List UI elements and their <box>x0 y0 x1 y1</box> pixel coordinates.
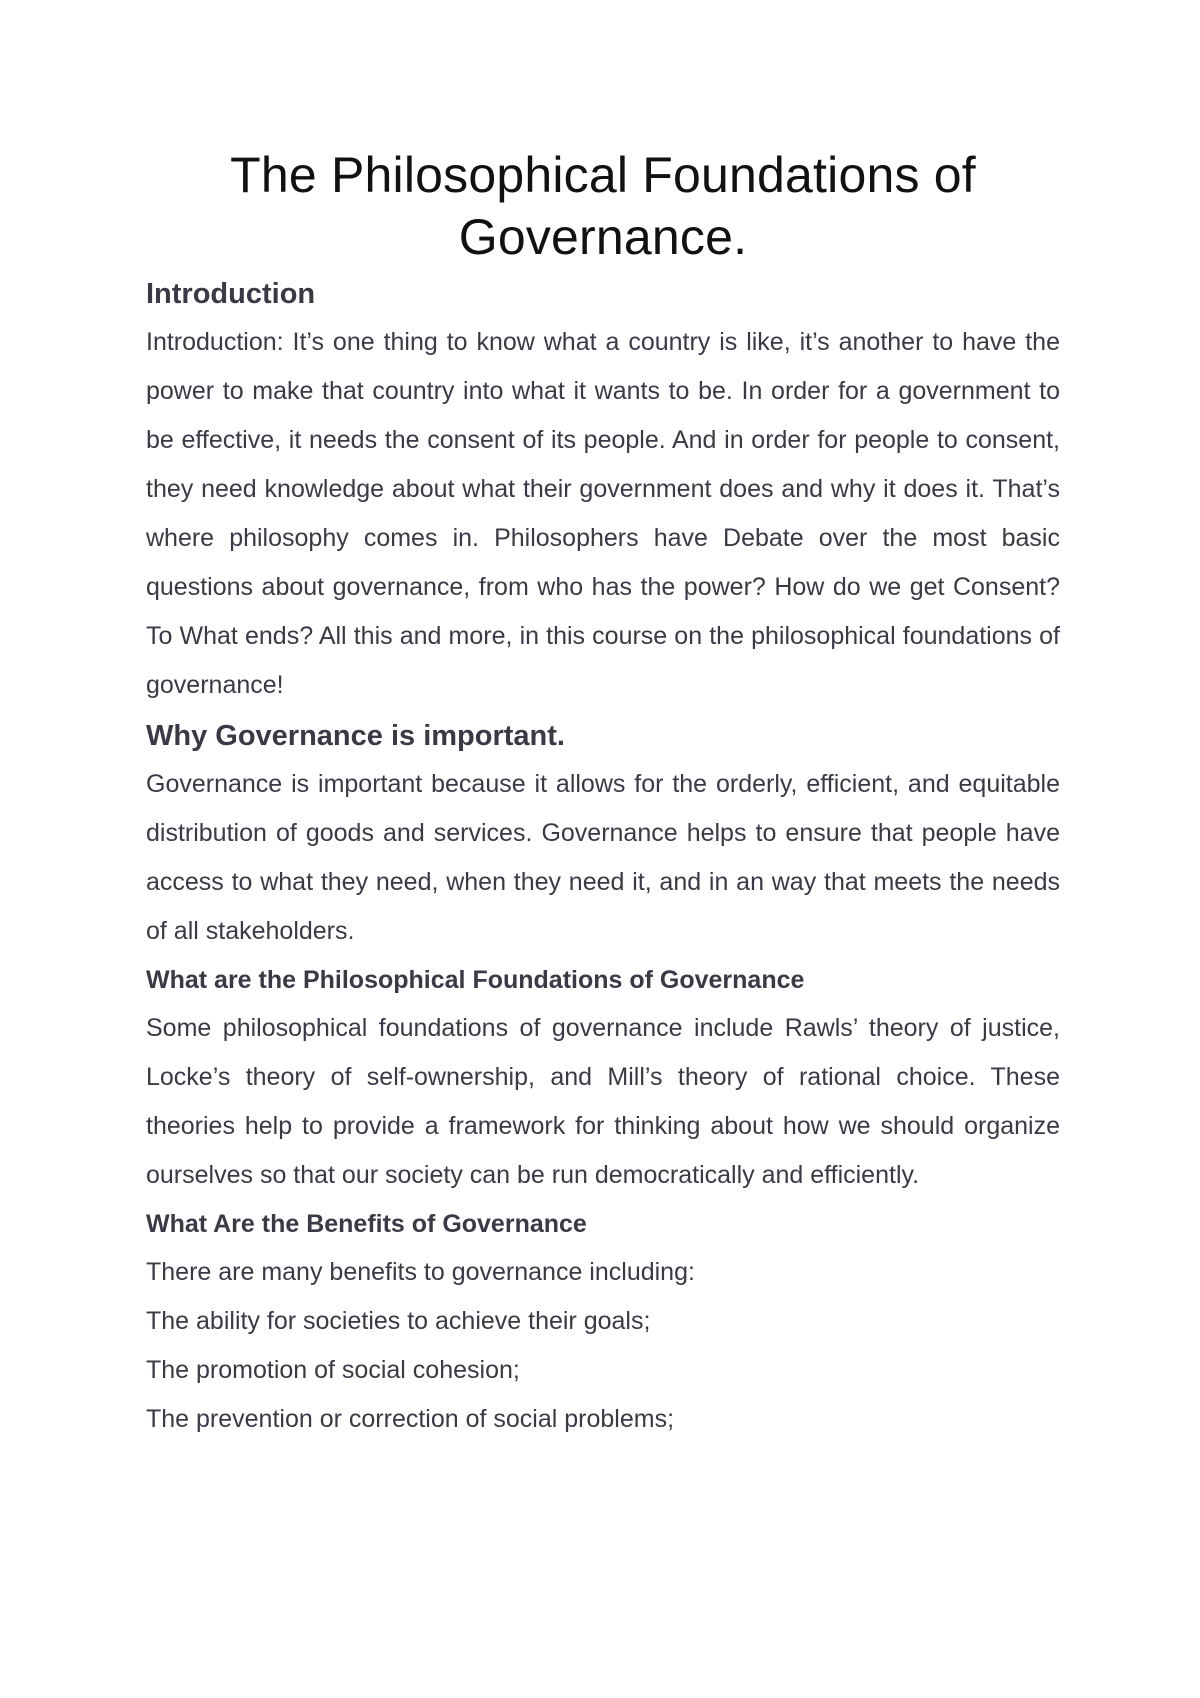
foundations-paragraph: Some philosophical foundations of governance include Rawls’ theory of justice, Locke’s theory of self-ownership, and Mill’s theory of rational choice. These theories help to provide a framework for thinking about how we should organize ourselves so that our society can be run democratically and efficiently. <box>146 1014 1060 1189</box>
benefits-intro: There are many benefits to governance including: <box>146 1258 695 1286</box>
benefit-item: The ability for societies to achieve their goals; <box>146 1307 651 1335</box>
introduction-heading: Introduction <box>146 278 316 310</box>
document-content <box>146 144 1060 1444</box>
why-governance-heading: Why Governance is important. <box>146 720 565 752</box>
foundations-heading: What are the Philosophical Foundations of Governance <box>146 966 805 994</box>
introduction-paragraph: Introduction: It’s one thing to know what a country is like, it’s another to have the power to make that country into what it wants to be. In order for a government to be effective, it needs the consent of its people. And in order for people to consent, they need knowledge about what their government does and why it does it. That’s where philosophy comes in. Philosophers have Debate over the most basic questions about governance, from who has the power? How do we get Consent? To What ends? All this and more, in this course on the philosophical foundations of governance! <box>146 328 1060 699</box>
benefit-item: The promotion of social cohesion; <box>146 1356 520 1384</box>
document-title: The Philosophical Foundations of Governance. <box>230 147 976 265</box>
why-governance-paragraph: Governance is important because it allows for the orderly, efficient, and equitable distribution of goods and services. Governance helps to ensure that people have access to what they need, when they need it, and in an way that meets the needs of all stakeholders. <box>146 770 1060 945</box>
benefits-heading: What Are the Benefits of Governance <box>146 1210 587 1238</box>
benefit-item: The prevention or correction of social problems; <box>146 1405 675 1433</box>
